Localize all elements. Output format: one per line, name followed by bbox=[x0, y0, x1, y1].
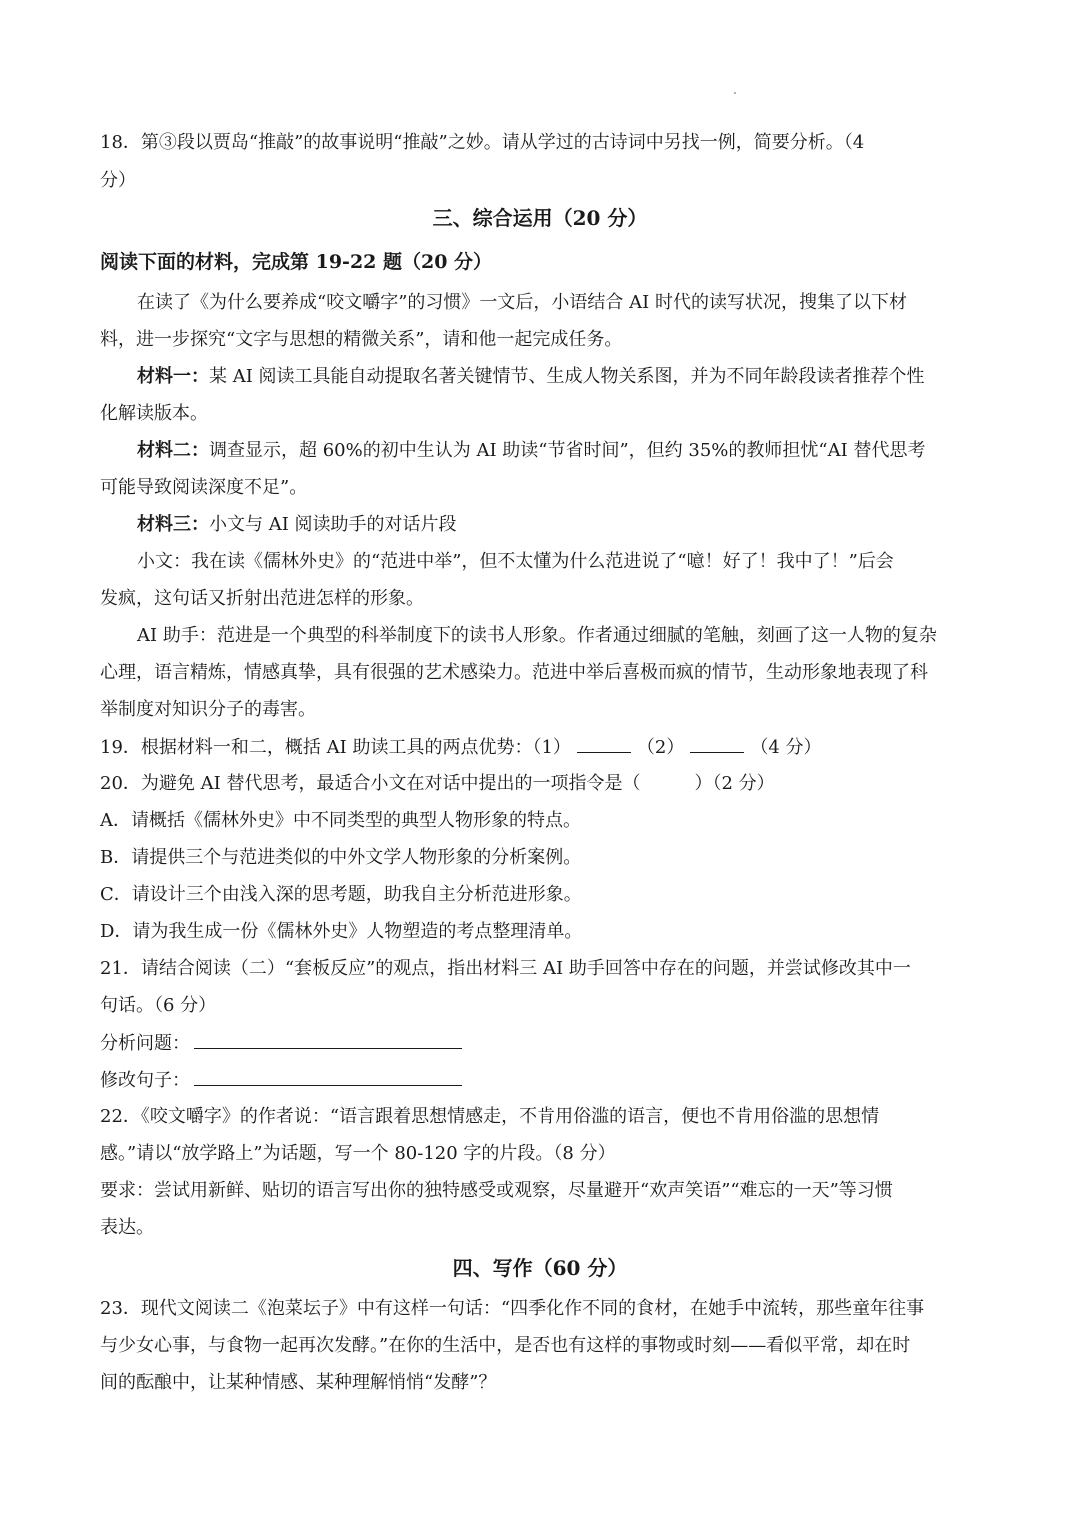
material-3-label: 材料三： bbox=[137, 514, 209, 535]
q23-line-1: 23．现代文阅读二《泡菜坛子》中有这样一句话：“四季化作不同的食材，在她手中流转，那些童年往事 bbox=[100, 1298, 925, 1319]
material-2-line-2: 可能导致阅读深度不足”。 bbox=[100, 477, 308, 498]
q21-revise-label: 修改句子： bbox=[100, 1070, 190, 1091]
material-1-line-2: 化解读版本。 bbox=[100, 403, 208, 424]
material-3 bbox=[137, 512, 982, 538]
q18-line-2: 分） bbox=[100, 170, 136, 191]
material-1-text: 某 AI 阅读工具能自动提取名著关键情节、生成人物关系图，并为不同年龄段读者推荐个性 bbox=[209, 366, 925, 387]
q19-prefix: 19．根据材料一和二，概括 AI 助读工具的两点优势：（1） bbox=[100, 737, 571, 758]
material-1-label: 材料一： bbox=[137, 366, 209, 387]
q19-answer-blank-1[interactable] bbox=[577, 734, 631, 753]
reading-instruction: 阅读下面的材料，完成第 19-22 题（20 分） bbox=[100, 251, 493, 273]
section-4-title: 四、写作（60 分） bbox=[452, 1256, 628, 1280]
q21-analysis bbox=[100, 1030, 982, 1057]
q21-line-2: 句话。（6 分） bbox=[100, 995, 217, 1016]
material-2-text: 调查显示，超 60%的初中生认为 AI 助读“节省时间”，但约 35%的教师担忧“AI 替代思考 bbox=[209, 440, 926, 461]
dialogue-xiaowen-line-1: 小文：我在读《儒林外史》的“范进中举”，但不太懂为什么范进说了“噫！好了！我中了！”后会 bbox=[137, 551, 894, 572]
material-1 bbox=[137, 364, 982, 390]
material-3-text: 小文与 AI 阅读助手的对话片段 bbox=[209, 514, 457, 535]
intro-line-2: 料，进一步探究“文字与思想的精微关系”，请和他一起完成任务。 bbox=[100, 329, 623, 350]
q20-stem: 20．为避免 AI 替代思考，最适合小文在对话中提出的一项指令是（ ）（2 分） bbox=[100, 773, 775, 794]
q20-option-c: C．请设计三个由浅入深的思考题，助我自主分析范进形象。 bbox=[100, 884, 582, 905]
q20-option-d: D．请为我生成一份《儒林外史》人物塑造的考点整理清单。 bbox=[100, 921, 583, 942]
q19-suffix: （4 分） bbox=[750, 737, 822, 758]
q22-requirement-line-2: 表达。 bbox=[100, 1217, 154, 1238]
section-3-title: 三、综合运用（20 分） bbox=[432, 206, 648, 230]
q21-revise bbox=[100, 1067, 982, 1094]
q23-line-3: 间的酝酿中，让某种情感、某种理解悄悄“发酵”？ bbox=[100, 1372, 497, 1393]
q19 bbox=[100, 734, 982, 761]
q21-revise-blank[interactable] bbox=[194, 1067, 462, 1086]
dialogue-xiaowen-line-2: 发疯，这句话又折射出范进怎样的形象。 bbox=[100, 588, 424, 609]
dialogue-ai-line-3: 举制度对知识分子的毒害。 bbox=[100, 699, 316, 720]
q20-option-b: B．请提供三个与范进类似的中外文学人物形象的分析案例。 bbox=[100, 847, 582, 868]
q21-analysis-blank[interactable] bbox=[194, 1030, 462, 1049]
q19-mid: （2） bbox=[636, 737, 685, 758]
scan-speck bbox=[734, 92, 736, 94]
material-2 bbox=[137, 438, 982, 464]
q20-option-a: A．请概括《儒林外史》中不同类型的典型人物形象的特点。 bbox=[100, 810, 581, 831]
q22-line-1: 22．《咬文嚼字》的作者说：“语言跟着思想情感走，不肯用俗滥的语言，便也不肯用俗滥的思想情 bbox=[100, 1106, 880, 1127]
q19-answer-blank-2[interactable] bbox=[690, 734, 744, 753]
q22-requirement-line-1: 要求：尝试用新鲜、贴切的语言写出你的独特感受或观察，尽量避开“欢声笑语”“难忘的一天”等习惯 bbox=[100, 1180, 893, 1201]
q21-analysis-label: 分析问题： bbox=[100, 1033, 190, 1054]
material-2-label: 材料二： bbox=[137, 440, 209, 461]
dialogue-ai-line-1: AI 助手：范进是一个典型的科举制度下的读书人形象。作者通过细腻的笔触，刻画了这一人物的复杂 bbox=[137, 625, 937, 646]
intro-line-1: 在读了《为什么要养成“咬文嚼字”的习惯》一文后，小语结合 AI 时代的读写状况，搜集了以下材 bbox=[137, 292, 907, 313]
q21-line-1: 21．请结合阅读（二）“套板反应”的观点，指出材料三 AI 助手回答中存在的问题，并尝试修改其中一 bbox=[100, 958, 911, 979]
dialogue-ai-line-2: 心理，语言精炼，情感真挚，具有很强的艺术感染力。范进中举后喜极而疯的情节，生动形象地表现了科 bbox=[100, 662, 928, 683]
q23-line-2: 与少女心事，与食物一起再次发酵。”在你的生活中，是否也有这样的事物或时刻——看似平常，却在时 bbox=[100, 1335, 911, 1356]
q22-line-2: 感。”请以“放学路上”为话题，写一个 80-120 字的片段。（8 分） bbox=[100, 1143, 616, 1164]
q18-line-1: 18．第③段以贾岛“推敲”的故事说明“推敲”之妙。请从学过的古诗词中另找一例，简要分析。（4 bbox=[100, 132, 865, 153]
